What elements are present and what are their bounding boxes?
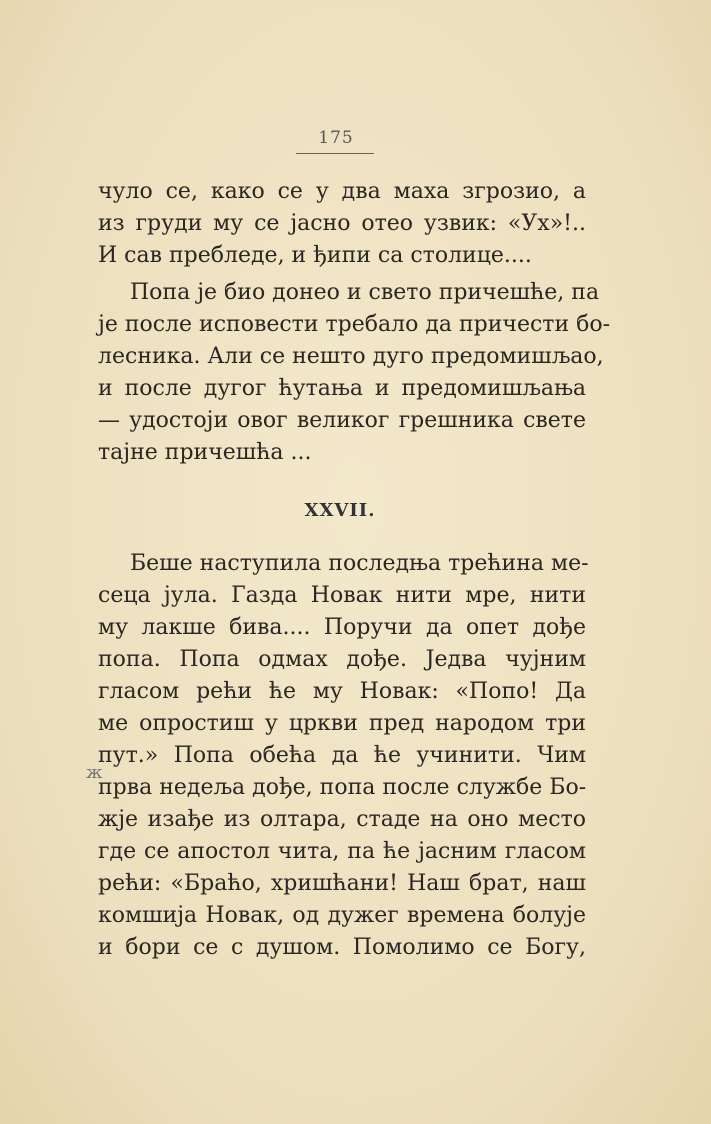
text-line: И сав пребледе, и ђипи са столице.... bbox=[98, 243, 532, 268]
text-line: прва недеља дође, попа после службе Бо- bbox=[98, 775, 587, 800]
text-line: лесника. Али се нешто дуго предомишљао, bbox=[98, 344, 604, 369]
margin-mark: ж bbox=[86, 762, 103, 783]
paragraph-3 bbox=[98, 548, 589, 964]
text-line: и бори се с душом. Помолимо се Богу, bbox=[98, 935, 586, 960]
chapter-heading: XXVII. bbox=[304, 500, 376, 521]
page-number: 175 bbox=[318, 128, 354, 148]
text-line: му лакше бива.... Поручи да опет дође bbox=[98, 615, 586, 640]
text-line: жје изађе из олтара, стаде на оно место bbox=[98, 807, 586, 832]
text-line: пут.» Попа обећа да ће учинити. Чим bbox=[98, 743, 586, 768]
text-line: Попа је био донео и свето причешће, па bbox=[130, 280, 600, 305]
text-line: ме опростиш у цркви пред народом три bbox=[98, 711, 586, 736]
text-line: и после дугог ћутања и предомишљања bbox=[98, 376, 586, 401]
text-line: комшија Новак, од дужег времена болује bbox=[98, 903, 586, 928]
text-line: гласом рећи ће му Новак: «Попо! Да bbox=[98, 679, 586, 704]
page-number-rule bbox=[296, 153, 374, 154]
text-line: рећи: «Браћо, хришћани! Наш брат, наш bbox=[98, 871, 586, 896]
text-line: Беше наступила последња трећина ме- bbox=[130, 551, 589, 576]
text-line: из груди му се јасно отео узвик: «Ух»!.. bbox=[98, 211, 586, 236]
text-line: чуло се, како се у два маха згрозио, а bbox=[98, 179, 586, 204]
text-line: где се апостол чита, па ће јасним гласом bbox=[98, 839, 586, 864]
text-line: је после исповести требало да причести бо- bbox=[98, 312, 611, 337]
text-line: попа. Попа одмах дође. Једва чујним bbox=[98, 647, 586, 672]
text-line: сеца јула. Газда Новак нити мре, нити bbox=[98, 583, 586, 608]
text-line: — удостоји овог великог грешника свете bbox=[98, 408, 586, 433]
text-line: тајне причешћа ... bbox=[98, 440, 312, 465]
paragraph-2 bbox=[98, 277, 611, 469]
paragraph-1 bbox=[98, 176, 586, 272]
